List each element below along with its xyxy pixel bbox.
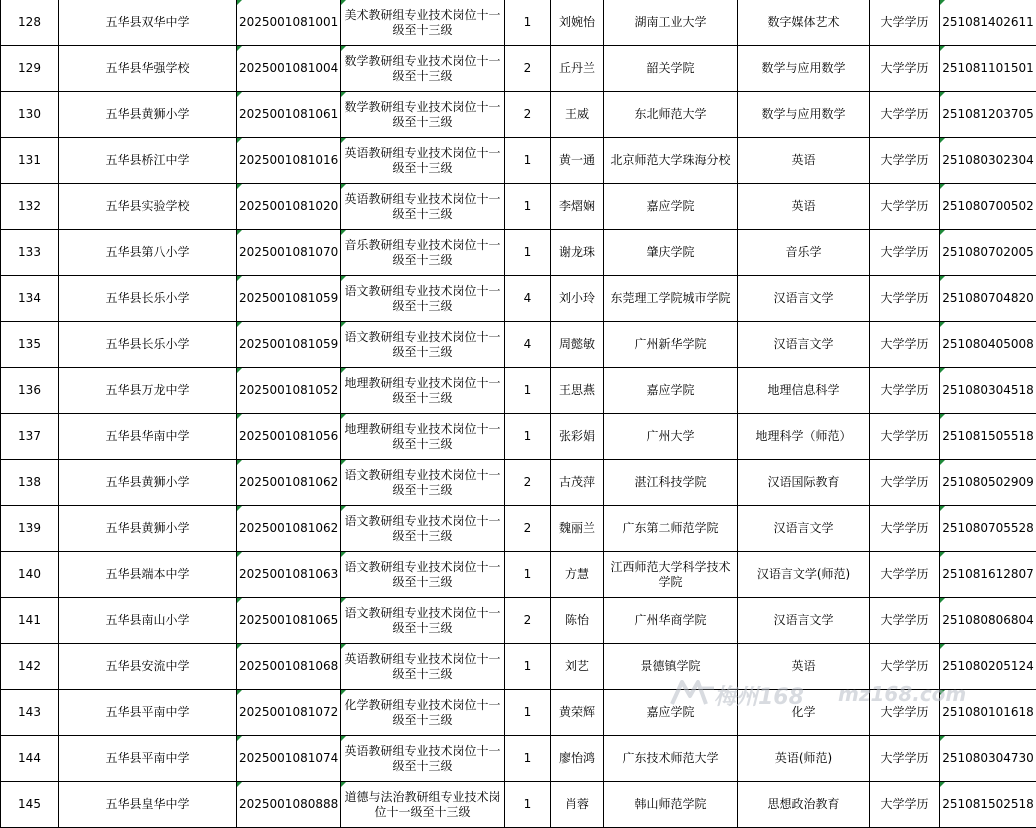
school-cell: 五华县平南中学 xyxy=(59,736,237,782)
row-number-cell: 132 xyxy=(1,184,59,230)
major-cell: 音乐学 xyxy=(738,230,870,276)
university-cell: 江西师范大学科学技术学院 xyxy=(604,552,738,598)
post-name-cell: 美术教研组专业技术岗位十一级至十三级 xyxy=(341,0,505,46)
major-cell: 英语 xyxy=(738,138,870,184)
row-number-cell: 144 xyxy=(1,736,59,782)
table-row xyxy=(1,506,1036,552)
post-name-cell: 语文教研组专业技术岗位十一级至十三级 xyxy=(341,552,505,598)
university-cell: 肇庆学院 xyxy=(604,230,738,276)
university-cell: 东北师范大学 xyxy=(604,92,738,138)
row-number-cell: 128 xyxy=(1,0,59,46)
post-name-cell: 语文教研组专业技术岗位十一级至十三级 xyxy=(341,598,505,644)
candidate-name-cell: 廖怡鸿 xyxy=(551,736,604,782)
university-cell: 嘉应学院 xyxy=(604,184,738,230)
post-code-cell: 2025001081059 xyxy=(237,276,341,322)
school-cell: 五华县黄狮小学 xyxy=(59,460,237,506)
post-code-cell: 2025001081020 xyxy=(237,184,341,230)
school-cell: 五华县桥江中学 xyxy=(59,138,237,184)
exam-number-cell: 251080702005 xyxy=(940,230,1036,276)
education-cell: 大学学历 xyxy=(870,0,940,46)
major-cell: 英语(师范) xyxy=(738,736,870,782)
table-row xyxy=(1,92,1036,138)
row-number-cell: 130 xyxy=(1,92,59,138)
university-cell: 嘉应学院 xyxy=(604,368,738,414)
education-cell: 大学学历 xyxy=(870,414,940,460)
post-name-cell: 语文教研组专业技术岗位十一级至十三级 xyxy=(341,276,505,322)
university-cell: 广州大学 xyxy=(604,414,738,460)
row-number-cell: 141 xyxy=(1,598,59,644)
exam-number-cell: 251081612807 xyxy=(940,552,1036,598)
school-cell: 五华县长乐小学 xyxy=(59,276,237,322)
post-code-cell: 2025001081059 xyxy=(237,322,341,368)
post-name-cell: 英语教研组专业技术岗位十一级至十三级 xyxy=(341,138,505,184)
quota-cell: 1 xyxy=(505,230,551,276)
major-cell: 思想政治教育 xyxy=(738,782,870,828)
row-number-cell: 134 xyxy=(1,276,59,322)
education-cell: 大学学历 xyxy=(870,506,940,552)
education-cell: 大学学历 xyxy=(870,184,940,230)
quota-cell: 1 xyxy=(505,184,551,230)
school-cell: 五华县实验学校 xyxy=(59,184,237,230)
table-row xyxy=(1,782,1036,828)
exam-number-cell: 251080806804 xyxy=(940,598,1036,644)
exam-number-cell: 251080304730 xyxy=(940,736,1036,782)
major-cell: 汉语言文学 xyxy=(738,322,870,368)
post-code-cell: 2025001081062 xyxy=(237,460,341,506)
education-cell: 大学学历 xyxy=(870,644,940,690)
exam-number-cell: 251080502909 xyxy=(940,460,1036,506)
exam-number-cell: 251080705528 xyxy=(940,506,1036,552)
post-name-cell: 英语教研组专业技术岗位十一级至十三级 xyxy=(341,736,505,782)
candidate-name-cell: 黄荣辉 xyxy=(551,690,604,736)
school-cell: 五华县长乐小学 xyxy=(59,322,237,368)
quota-cell: 4 xyxy=(505,276,551,322)
exam-number-cell: 251080205124 xyxy=(940,644,1036,690)
candidate-name-cell: 魏丽兰 xyxy=(551,506,604,552)
major-cell: 英语 xyxy=(738,644,870,690)
post-name-cell: 语文教研组专业技术岗位十一级至十三级 xyxy=(341,460,505,506)
university-cell: 广东技术师范大学 xyxy=(604,736,738,782)
school-cell: 五华县万龙中学 xyxy=(59,368,237,414)
post-code-cell: 2025001081052 xyxy=(237,368,341,414)
school-cell: 五华县南山小学 xyxy=(59,598,237,644)
major-cell: 地理科学（师范） xyxy=(738,414,870,460)
exam-number-cell: 251080304518 xyxy=(940,368,1036,414)
exam-number-cell: 251080302304 xyxy=(940,138,1036,184)
candidate-name-cell: 古茂萍 xyxy=(551,460,604,506)
quota-cell: 1 xyxy=(505,552,551,598)
university-cell: 北京师范大学珠海分校 xyxy=(604,138,738,184)
table-row xyxy=(1,552,1036,598)
education-cell: 大学学历 xyxy=(870,368,940,414)
table-row xyxy=(1,690,1036,736)
university-cell: 东莞理工学院城市学院 xyxy=(604,276,738,322)
education-cell: 大学学历 xyxy=(870,92,940,138)
university-cell: 广州新华学院 xyxy=(604,322,738,368)
exam-number-cell: 251081505518 xyxy=(940,414,1036,460)
quota-cell: 2 xyxy=(505,598,551,644)
candidate-name-cell: 陈怡 xyxy=(551,598,604,644)
post-name-cell: 化学教研组专业技术岗位十一级至十三级 xyxy=(341,690,505,736)
table-row xyxy=(1,138,1036,184)
exam-number-cell: 251080101618 xyxy=(940,690,1036,736)
row-number-cell: 143 xyxy=(1,690,59,736)
education-cell: 大学学历 xyxy=(870,736,940,782)
post-name-cell: 语文教研组专业技术岗位十一级至十三级 xyxy=(341,506,505,552)
row-number-cell: 131 xyxy=(1,138,59,184)
watermark-brand: 梅州168 xyxy=(714,685,804,710)
major-cell: 汉语国际教育 xyxy=(738,460,870,506)
row-number-cell: 136 xyxy=(1,368,59,414)
education-cell: 大学学历 xyxy=(870,552,940,598)
post-code-cell: 2025001081070 xyxy=(237,230,341,276)
quota-cell: 2 xyxy=(505,92,551,138)
candidate-name-cell: 方慧 xyxy=(551,552,604,598)
table-row xyxy=(1,644,1036,690)
quota-cell: 1 xyxy=(505,690,551,736)
row-number-cell: 133 xyxy=(1,230,59,276)
table-row xyxy=(1,736,1036,782)
quota-cell: 1 xyxy=(505,736,551,782)
university-cell: 湛江科技学院 xyxy=(604,460,738,506)
university-cell: 广州华商学院 xyxy=(604,598,738,644)
education-cell: 大学学历 xyxy=(870,230,940,276)
post-name-cell: 英语教研组专业技术岗位十一级至十三级 xyxy=(341,184,505,230)
education-cell: 大学学历 xyxy=(870,322,940,368)
post-code-cell: 2025001080888 xyxy=(237,782,341,828)
major-cell: 地理信息科学 xyxy=(738,368,870,414)
post-name-cell: 道德与法治教研组专业技术岗位十一级至十三级 xyxy=(341,782,505,828)
university-cell: 景德镇学院 xyxy=(604,644,738,690)
school-cell: 五华县黄狮小学 xyxy=(59,92,237,138)
candidate-name-cell: 谢龙珠 xyxy=(551,230,604,276)
post-name-cell: 语文教研组专业技术岗位十一级至十三级 xyxy=(341,322,505,368)
post-name-cell: 地理教研组专业技术岗位十一级至十三级 xyxy=(341,368,505,414)
university-cell: 韶关学院 xyxy=(604,46,738,92)
table-row xyxy=(1,46,1036,92)
exam-number-cell: 251081101501 xyxy=(940,46,1036,92)
school-cell: 五华县双华中学 xyxy=(59,0,237,46)
exam-number-cell: 251080704820 xyxy=(940,276,1036,322)
exam-number-cell: 251081203705 xyxy=(940,92,1036,138)
exam-number-cell: 251080700502 xyxy=(940,184,1036,230)
post-code-cell: 2025001081062 xyxy=(237,506,341,552)
major-cell: 数学与应用数学 xyxy=(738,46,870,92)
exam-number-cell: 251081402611 xyxy=(940,0,1036,46)
post-code-cell: 2025001081074 xyxy=(237,736,341,782)
quota-cell: 1 xyxy=(505,414,551,460)
post-code-cell: 2025001081056 xyxy=(237,414,341,460)
education-cell: 大学学历 xyxy=(870,598,940,644)
quota-cell: 1 xyxy=(505,138,551,184)
table-row xyxy=(1,230,1036,276)
school-cell: 五华县安流中学 xyxy=(59,644,237,690)
candidate-name-cell: 李熠娴 xyxy=(551,184,604,230)
quota-cell: 1 xyxy=(505,644,551,690)
major-cell: 化学 xyxy=(738,690,870,736)
table-row xyxy=(1,184,1036,230)
post-name-cell: 英语教研组专业技术岗位十一级至十三级 xyxy=(341,644,505,690)
post-code-cell: 2025001081065 xyxy=(237,598,341,644)
university-cell: 韩山师范学院 xyxy=(604,782,738,828)
quota-cell: 1 xyxy=(505,782,551,828)
school-cell: 五华县华强学校 xyxy=(59,46,237,92)
major-cell: 汉语言文学 xyxy=(738,276,870,322)
school-cell: 五华县平南中学 xyxy=(59,690,237,736)
post-name-cell: 地理教研组专业技术岗位十一级至十三级 xyxy=(341,414,505,460)
candidate-name-cell: 黄一通 xyxy=(551,138,604,184)
school-cell: 五华县黄狮小学 xyxy=(59,506,237,552)
post-code-cell: 2025001081068 xyxy=(237,644,341,690)
row-number-cell: 138 xyxy=(1,460,59,506)
major-cell: 汉语言文学(师范) xyxy=(738,552,870,598)
candidate-name-cell: 刘小玲 xyxy=(551,276,604,322)
quota-cell: 2 xyxy=(505,506,551,552)
candidate-name-cell: 王威 xyxy=(551,92,604,138)
quota-cell: 2 xyxy=(505,460,551,506)
post-code-cell: 2025001081016 xyxy=(237,138,341,184)
row-number-cell: 145 xyxy=(1,782,59,828)
post-code-cell: 2025001081004 xyxy=(237,46,341,92)
row-number-cell: 129 xyxy=(1,46,59,92)
quota-cell: 2 xyxy=(505,46,551,92)
post-name-cell: 音乐教研组专业技术岗位十一级至十三级 xyxy=(341,230,505,276)
education-cell: 大学学历 xyxy=(870,690,940,736)
candidate-name-cell: 周懿敏 xyxy=(551,322,604,368)
watermark-domain: mz168.com xyxy=(838,682,967,706)
post-code-cell: 2025001081063 xyxy=(237,552,341,598)
school-cell: 五华县皇华中学 xyxy=(59,782,237,828)
school-cell: 五华县端本中学 xyxy=(59,552,237,598)
post-code-cell: 2025001081072 xyxy=(237,690,341,736)
education-cell: 大学学历 xyxy=(870,782,940,828)
major-cell: 数字媒体艺术 xyxy=(738,0,870,46)
quota-cell: 1 xyxy=(505,0,551,46)
table-row xyxy=(1,0,1036,46)
candidate-name-cell: 肖蓉 xyxy=(551,782,604,828)
candidate-name-cell: 王思燕 xyxy=(551,368,604,414)
candidate-name-cell: 张彩娟 xyxy=(551,414,604,460)
post-code-cell: 2025001081001 xyxy=(237,0,341,46)
university-cell: 湖南工业大学 xyxy=(604,0,738,46)
post-name-cell: 数学教研组专业技术岗位十一级至十三级 xyxy=(341,92,505,138)
row-number-cell: 137 xyxy=(1,414,59,460)
exam-number-cell: 251080405008 xyxy=(940,322,1036,368)
table-row xyxy=(1,598,1036,644)
table-row xyxy=(1,460,1036,506)
table-row xyxy=(1,276,1036,322)
row-number-cell: 135 xyxy=(1,322,59,368)
table-body xyxy=(1,0,1036,828)
education-cell: 大学学历 xyxy=(870,276,940,322)
quota-cell: 4 xyxy=(505,322,551,368)
candidate-name-cell: 刘婉怡 xyxy=(551,0,604,46)
major-cell: 汉语言文学 xyxy=(738,598,870,644)
education-cell: 大学学历 xyxy=(870,138,940,184)
school-cell: 五华县华南中学 xyxy=(59,414,237,460)
exam-number-cell: 251081502518 xyxy=(940,782,1036,828)
school-cell: 五华县第八小学 xyxy=(59,230,237,276)
education-cell: 大学学历 xyxy=(870,460,940,506)
post-code-cell: 2025001081061 xyxy=(237,92,341,138)
row-number-cell: 142 xyxy=(1,644,59,690)
table-row xyxy=(1,322,1036,368)
major-cell: 汉语言文学 xyxy=(738,506,870,552)
quota-cell: 1 xyxy=(505,368,551,414)
table-row xyxy=(1,368,1036,414)
row-number-cell: 140 xyxy=(1,552,59,598)
major-cell: 数学与应用数学 xyxy=(738,92,870,138)
education-cell: 大学学历 xyxy=(870,46,940,92)
table-row xyxy=(1,414,1036,460)
university-cell: 广东第二师范学院 xyxy=(604,506,738,552)
post-name-cell: 数学教研组专业技术岗位十一级至十三级 xyxy=(341,46,505,92)
row-number-cell: 139 xyxy=(1,506,59,552)
major-cell: 英语 xyxy=(738,184,870,230)
candidate-name-cell: 丘丹兰 xyxy=(551,46,604,92)
candidate-name-cell: 刘艺 xyxy=(551,644,604,690)
university-cell: 嘉应学院 xyxy=(604,690,738,736)
